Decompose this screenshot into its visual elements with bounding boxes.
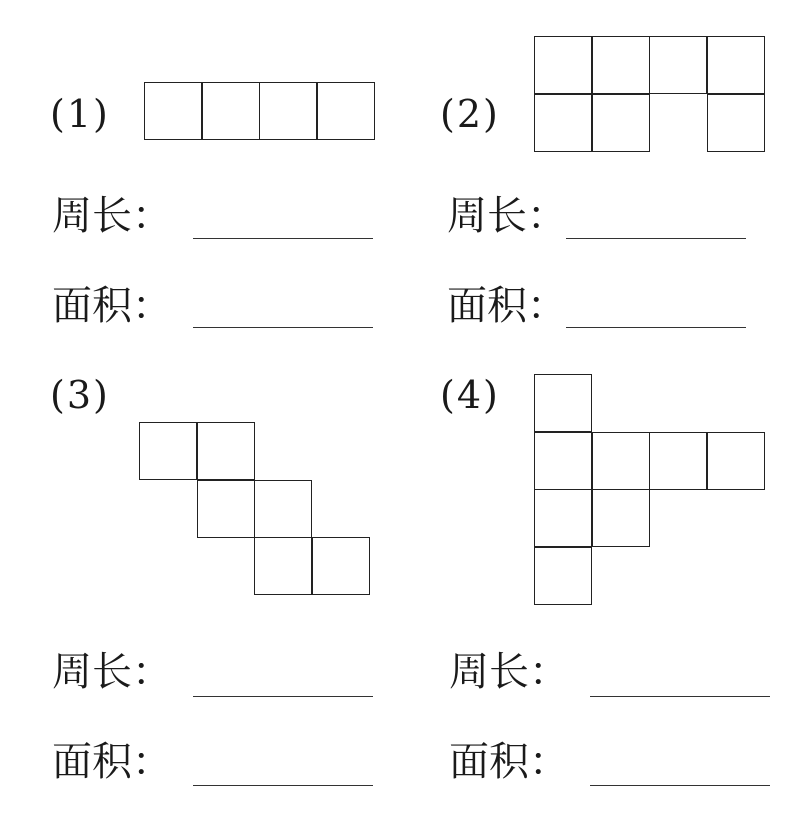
problem-1-perimeter-label: 周长： [52, 193, 172, 239]
grid-square [317, 82, 375, 140]
problem-3-area-answer-line[interactable] [193, 785, 373, 786]
problem-4-area-label: 面积： [449, 739, 569, 785]
problem-2-area-label: 面积： [447, 283, 567, 329]
problem-1-area-answer-line[interactable] [193, 327, 373, 328]
problem-1-area-label: 面积： [52, 283, 172, 329]
problem-4-number: (4) [440, 373, 500, 417]
grid-square [202, 82, 260, 140]
grid-square [649, 432, 707, 490]
problem-4-perimeter-label: 周长： [449, 649, 569, 695]
problem-2-perimeter-answer-line[interactable] [566, 238, 746, 239]
grid-square [254, 480, 312, 538]
problem-4-area-answer-line[interactable] [590, 785, 770, 786]
problem-2-number: (2) [440, 92, 500, 136]
grid-square [592, 489, 650, 547]
problem-1-perimeter-answer-line[interactable] [193, 238, 373, 239]
grid-square [312, 537, 370, 595]
grid-square [534, 432, 592, 490]
grid-square [707, 432, 765, 490]
problem-3-area-label: 面积： [52, 739, 172, 785]
problem-1-number: (1) [50, 92, 110, 136]
problem-3-perimeter-label: 周长： [52, 649, 172, 695]
grid-square [144, 82, 202, 140]
problem-4-perimeter-answer-line[interactable] [590, 696, 770, 697]
grid-square [259, 82, 317, 140]
grid-square [707, 36, 765, 94]
grid-square [197, 422, 255, 480]
grid-square [534, 547, 592, 605]
problem-2-perimeter-label: 周长： [447, 193, 567, 239]
grid-square [534, 374, 592, 432]
problem-3-number: (3) [50, 373, 110, 417]
grid-square [592, 36, 650, 94]
problem-3-perimeter-answer-line[interactable] [193, 696, 373, 697]
grid-square [534, 489, 592, 547]
problem-2-area-answer-line[interactable] [566, 327, 746, 328]
grid-square [139, 422, 197, 480]
grid-square [592, 94, 650, 152]
grid-square [254, 537, 312, 595]
grid-square [534, 36, 592, 94]
grid-square [592, 432, 650, 490]
grid-square [707, 94, 765, 152]
grid-square [649, 36, 707, 94]
grid-square [197, 480, 255, 538]
grid-square [534, 94, 592, 152]
